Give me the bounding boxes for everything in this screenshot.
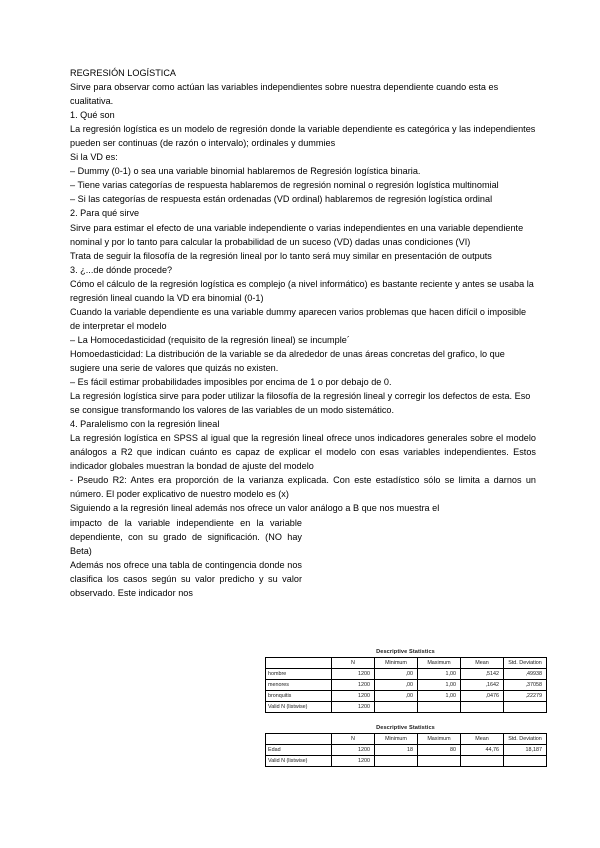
table-cell: ,00 (375, 691, 418, 702)
table-cell (418, 756, 461, 767)
table-header-cell: Mean (461, 658, 504, 669)
table-header-cell: Maximum (418, 734, 461, 745)
table-cell: 18 (375, 745, 418, 756)
paragraph: La regresión logística sirve para poder utilizar la filosofía de la regresión lineal y corregir los defectos de esta. Eso se consigue transformando los valores de las variables de un modo sistemático. (70, 391, 531, 416)
table-cell: ,22279 (504, 691, 547, 702)
table-row-label: Valid N (listwise) (266, 702, 332, 713)
table-cell (504, 702, 547, 713)
table-cell: 1200 (332, 669, 375, 680)
section-heading-2: 2. Para qué sirve (70, 208, 140, 219)
table-cell (375, 702, 418, 713)
table-cell: 44,76 (461, 745, 504, 756)
table-cell: ,0476 (461, 691, 504, 702)
table-cell: 1200 (332, 680, 375, 691)
table-header-cell: Std. Deviation (504, 734, 547, 745)
table-header-row (266, 658, 547, 669)
table-cell (461, 756, 504, 767)
table-cell: ,00 (375, 680, 418, 691)
paragraph: - Pseudo R2: Antes era proporción de la varianza explicada. Con este estadístico sólo se limita a darnos un número. El poder explicativo de nuestro modelo es (x) (70, 475, 536, 500)
table-cell: 80 (418, 745, 461, 756)
section-heading-3: 3. ¿...de dónde procede? (70, 264, 173, 275)
bullet-item: – Si las categorías de respuesta están ordenadas (VD ordinal) hablaremos de regresión logística ordinal (70, 194, 493, 205)
table-spacer (265, 713, 546, 725)
table-header-cell: Maximum (418, 658, 461, 669)
table-cell: 1200 (332, 756, 375, 767)
table-row (266, 745, 547, 756)
paragraph: Sirve para observar como actúan las variables independientes sobre nuestra dependiente cuando esta es cualitativa. (70, 82, 499, 107)
table-cell: 1,00 (418, 680, 461, 691)
bullet-item: – Es fácil estimar probabilidades imposibles por encima de 1 o por debajo de 0. (70, 377, 392, 388)
table-header-cell (266, 734, 332, 745)
table-cell: 1200 (332, 745, 375, 756)
table (265, 657, 547, 713)
table-header-cell: N (332, 734, 375, 745)
section-heading-4: 4. Paralelismo con la regresión lineal (70, 419, 220, 430)
table-cell: ,5142 (461, 669, 504, 680)
paragraph: impacto de la variable independiente en la variable dependiente, con su grado de significación. (NO hay Beta) (70, 517, 302, 556)
table-title: Descriptive Statistics (376, 649, 435, 655)
table-row-label: Valid N (listwise) (266, 756, 332, 767)
table-header-row (266, 734, 547, 745)
table-header-cell: N (332, 658, 375, 669)
table-cell (375, 756, 418, 767)
descriptive-statistics-table-1 (265, 649, 546, 713)
table-title: Descriptive Statistics (376, 725, 435, 731)
table-cell: 1200 (332, 691, 375, 702)
table-row-label: hombre (266, 669, 332, 680)
table (265, 733, 547, 767)
bullet-item: – Tiene varias categorías de respuesta hablaremos de regresión nominal o regresión logística multinomial (70, 180, 499, 191)
table-row (266, 669, 547, 680)
bullet-item: – Dummy (0-1) o sea una variable binomial hablaremos de Regresión logística binaria. (70, 166, 421, 177)
table-row (266, 702, 547, 713)
table-row-label: Edad (266, 745, 332, 756)
table-header-cell: Minimum (375, 734, 418, 745)
paragraph: Trata de seguir la filosofía de la regresión lineal por lo tanto será muy similar en presentación de outputs (70, 250, 492, 261)
table-cell: 1200 (332, 702, 375, 713)
table-row (266, 691, 547, 702)
table-header-cell: Mean (461, 734, 504, 745)
table-header-cell (266, 658, 332, 669)
paragraph: Además nos ofrece una tabla de contingencia donde nos clasifica los casos según su valor predicho y su valor observado. Este indicador nos (70, 559, 302, 598)
table-cell: 18,187 (504, 745, 547, 756)
text-column (70, 516, 302, 600)
table-cell: ,37058 (504, 680, 547, 691)
table-cell: ,49938 (504, 669, 547, 680)
table-cell: 1,00 (418, 691, 461, 702)
paragraph: La regresión logística en SPSS al igual que la regresión lineal ofrece unos indicadores generales sobre el modelo análogos a R2 que indican cuánto es capaz de explicar el modelo con esas variables independientes. Estos indicador globales muestran la bondad de ajuste del modelo (70, 433, 536, 472)
table-header-cell: Minimum (375, 658, 418, 669)
paragraph: Homoedasticidad: La distribución de la variable se da alrededor de unas áreas concretas del grafico, lo que sugiere una serie de valores que quizás no existen. (70, 348, 505, 373)
table-cell: ,1642 (461, 680, 504, 691)
table-row (266, 680, 547, 691)
section-heading-1: 1. Qué son (70, 110, 115, 121)
document-body (70, 66, 536, 600)
table-header-cell: Std. Deviation (504, 658, 547, 669)
table-cell (418, 702, 461, 713)
bullet-item: – La Homocedasticidad (requisito de la regresión lineal) se incumple´ (70, 334, 350, 345)
wrapped-text-column (70, 516, 536, 600)
table-cell: 1,00 (418, 669, 461, 680)
paragraph: Siguiendo a la regresión lineal además nos ofrece un valor análogo a B que nos muestra el (70, 503, 440, 514)
paragraph: Cuando la variable dependiente es una variable dummy aparecen varios problemas que hacen difícil o imposible de interpretar el modelo (70, 306, 527, 331)
table-row-label: bronquitis (266, 691, 332, 702)
table-row-label: menores (266, 680, 332, 691)
paragraph: Sirve para estimar el efecto de una variable independiente o varias independientes en una variable dependiente nominal y por lo tanto para calcular la probabilidad de un suceso (VD) dadas unas condiciones (VI) (70, 222, 524, 247)
paragraph: Si la VD es: (70, 152, 118, 163)
table-row (266, 756, 547, 767)
spss-output-tables (265, 649, 546, 767)
table-cell (461, 702, 504, 713)
table-cell: ,00 (375, 669, 418, 680)
document-title: REGRESIÓN LOGÍSTICA (70, 68, 176, 78)
paragraph: La regresión logística es un modelo de regresión donde la variable dependiente es categórica y las independientes pueden ser continuas (de razón o intervalo); ordinales y dummies (70, 124, 536, 149)
descriptive-statistics-table-2 (265, 725, 546, 767)
paragraph: Cómo el cálculo de la regresión logística es complejo (a nivel informático) es bastante reciente y antes se usaba la regresión lineal cuando la VD era binomial (0-1) (70, 278, 534, 303)
table-cell (504, 756, 547, 767)
